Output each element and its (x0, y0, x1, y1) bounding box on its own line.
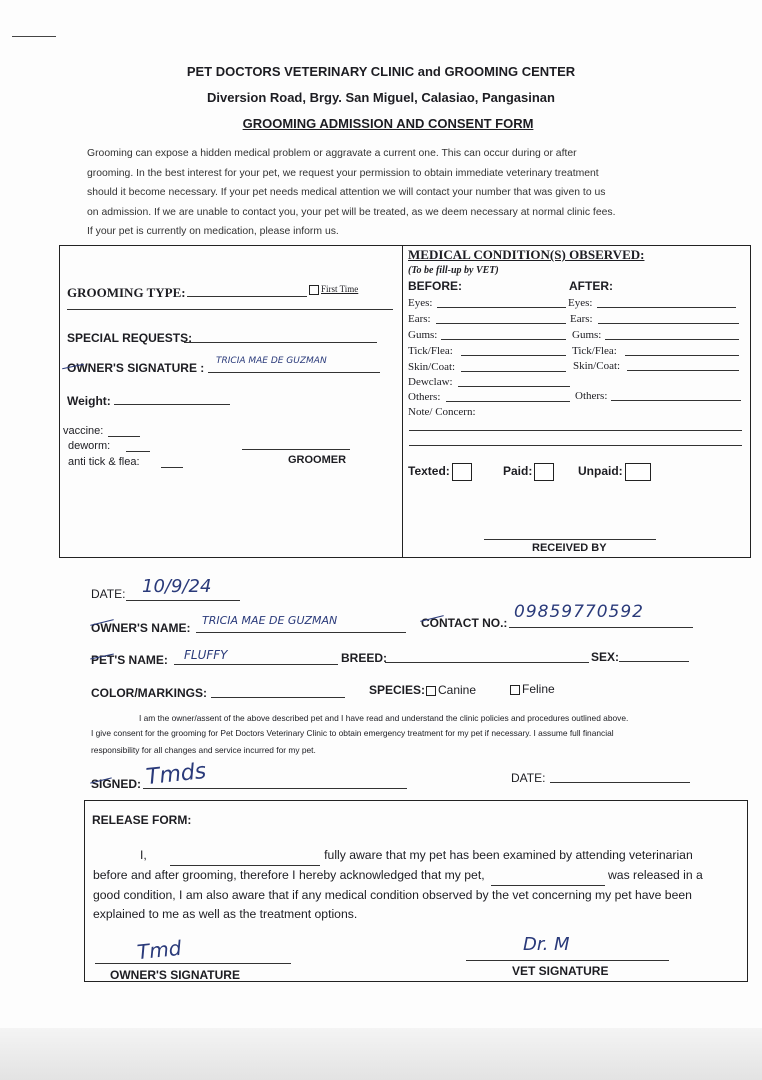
groomer-label: GROOMER (288, 454, 347, 466)
release-text-1: fully aware that my pet has been examined by attending veterinarian (324, 848, 693, 862)
weight-field[interactable] (114, 404, 230, 405)
paid-option[interactable] (503, 463, 554, 481)
consent-line-3: responsibility for all changes and service incurred for my pet. (91, 745, 316, 755)
clinic-name: PET DOCTORS VETERINARY CLINIC and GROOMING CENTER (186, 64, 576, 79)
after-tickflea-label: Tick/Flea: (572, 345, 617, 357)
clinic-address: Diversion Road, Brgy. San Miguel, Calasiao, Pangasinan (207, 90, 555, 105)
date-field[interactable] (126, 600, 240, 601)
sex-field[interactable] (619, 661, 689, 662)
pet-name-field[interactable] (174, 664, 338, 665)
groomer-signature-line[interactable] (242, 449, 350, 450)
after-gums-label: Gums: (572, 329, 602, 341)
form-title: GROOMING ADMISSION AND CONSENT FORM (242, 116, 534, 131)
grooming-type-field-line2[interactable] (67, 309, 393, 310)
owner-name-value: TRICIA MAE DE GUZMAN (202, 614, 338, 627)
date-value: 10/9/24 (142, 576, 212, 597)
release-title: RELEASE FORM: (92, 813, 192, 827)
canine-label: Canine (438, 683, 477, 697)
owner-signature-label: OWNER'S SIGNATURE : (67, 361, 205, 375)
after-ears-field[interactable] (598, 323, 739, 324)
first-time-option[interactable] (309, 284, 358, 295)
after-gums-field[interactable] (605, 339, 739, 340)
consent-date-field[interactable] (550, 782, 690, 783)
before-eyes-field[interactable] (437, 307, 566, 308)
pet-name-label: PET'S NAME: (91, 653, 168, 667)
release-text-3: good condition, I am also aware that if any medical condition observed by the vet concerning my pet have been (93, 888, 692, 902)
after-eyes-label: Eyes: (568, 297, 593, 309)
before-tickflea-label: Tick/Flea: (408, 345, 453, 357)
received-by-line[interactable] (484, 539, 656, 540)
before-eyes-label: Eyes: (408, 297, 433, 309)
release-owner-signature-label: OWNER'S SIGNATURE (110, 968, 240, 982)
feline-checkbox[interactable] (510, 685, 520, 695)
special-requests-label: SPECIAL REQUESTS: (67, 331, 193, 345)
signed-field[interactable] (143, 788, 407, 789)
before-ears-field[interactable] (436, 323, 566, 324)
after-eyes-field[interactable] (597, 307, 736, 308)
note-concern-field-2[interactable] (409, 445, 742, 446)
contact-label: CONTACT NO.: (421, 616, 508, 630)
release-text-2b: was released in a (607, 868, 703, 882)
release-owner-signature-line[interactable] (95, 963, 291, 964)
signed-value: Tmds (144, 758, 208, 791)
canine-option[interactable] (426, 683, 476, 697)
color-label: COLOR/MARKINGS: (91, 686, 207, 700)
texted-label: Texted: (408, 464, 450, 479)
release-text-2a: before and after grooming, therefore I hereby acknowledged that my pet, (93, 868, 485, 882)
date-label: DATE: (91, 587, 126, 601)
consent-line-1: I am the owner/assent of the above described pet and I have read and understand the clinic policies and procedures outlined above. (139, 713, 629, 723)
antitick-field[interactable] (161, 467, 183, 468)
after-skincoat-label: Skin/Coat: (573, 360, 621, 372)
intro-line: Grooming can expose a hidden medical problem or aggravate a current one. This can occur during or after (87, 148, 577, 159)
unpaid-checkbox[interactable] (625, 463, 651, 481)
consent-line-2: I give consent for the grooming for Pet Doctors Veterinary Clinic to obtain emergency treatment for my pet if necessary. I assume full financial (91, 728, 614, 738)
owner-name-field[interactable] (196, 632, 406, 633)
after-others-field[interactable] (611, 400, 741, 401)
intro-line: grooming. In the best interest for your pet, we request your permission to obtain immediate veterinary treatment (87, 167, 599, 179)
release-name-field[interactable] (170, 846, 320, 866)
vaccine-field[interactable] (108, 436, 140, 437)
before-others-label: Others: (408, 391, 441, 403)
release-text-4: explained to me as well as the treatment options. (93, 907, 358, 921)
before-gums-field[interactable] (441, 339, 566, 340)
medical-title: MEDICAL CONDITION(S) OBSERVED: (408, 247, 645, 262)
after-others-label: Others: (575, 390, 608, 402)
release-pet-field[interactable] (491, 866, 605, 886)
special-requests-field[interactable] (184, 342, 377, 343)
after-tickflea-field[interactable] (625, 355, 739, 356)
feline-option[interactable] (510, 682, 555, 696)
first-time-label: First Time (321, 284, 359, 294)
owner-signature-value: TRICIA MAE DE GUZMAN (216, 356, 327, 366)
release-line-2 (93, 866, 743, 886)
box-divider (402, 246, 403, 558)
before-label: BEFORE: (408, 279, 462, 293)
texted-option[interactable] (408, 463, 472, 481)
deworm-field[interactable] (126, 451, 150, 452)
intro-paragraph (87, 144, 697, 242)
weight-label: Weight: (67, 394, 111, 408)
release-line-1 (93, 846, 743, 866)
scan-edge-mark (12, 36, 56, 37)
color-field[interactable] (211, 697, 345, 698)
feline-label: Feline (522, 682, 555, 696)
contact-field[interactable] (509, 627, 693, 628)
after-label: AFTER: (569, 279, 613, 293)
release-owner-signature-value: Tmd (135, 935, 183, 965)
canine-checkbox[interactable] (426, 686, 436, 696)
deworm-label: deworm: (68, 440, 111, 452)
after-ears-label: Ears: (570, 313, 593, 325)
release-vet-signature-line[interactable] (466, 960, 669, 961)
intro-line: If your pet is currently on medication, please inform us. (87, 226, 339, 237)
sex-label: SEX: (591, 650, 620, 664)
received-by-label: RECEIVED BY (532, 542, 607, 554)
first-time-checkbox[interactable] (309, 285, 319, 295)
unpaid-option[interactable] (578, 463, 651, 481)
medical-subtitle: (To be fill-up by VET) (408, 265, 499, 276)
breed-label: BREED: (341, 651, 388, 665)
owner-name-label: OWNER'S NAME: (91, 621, 191, 635)
before-dewclaw-field[interactable] (458, 386, 570, 387)
before-skincoat-label: Skin/Coat: (408, 361, 456, 373)
before-tickflea-field[interactable] (461, 355, 566, 356)
release-paragraph (93, 846, 743, 924)
consent-date-label: DATE: (511, 771, 546, 785)
pet-name-value: FLUFFY (184, 648, 228, 662)
owner-signature-field[interactable] (208, 372, 380, 373)
before-skincoat-field[interactable] (461, 371, 566, 372)
antitick-label: anti tick & flea: (68, 456, 140, 468)
before-ears-label: Ears: (408, 313, 431, 325)
after-skincoat-field[interactable] (627, 370, 739, 371)
vaccine-label: vaccine: (63, 425, 104, 437)
release-i: I, (140, 848, 147, 862)
grooming-type-field[interactable] (187, 296, 307, 297)
release-vet-signature-value: Dr. M (523, 934, 570, 955)
paid-label: Paid: (503, 464, 533, 479)
scan-bottom-shadow (0, 1028, 762, 1080)
note-concern-field[interactable] (409, 430, 742, 431)
before-dewclaw-label: Dewclaw: (408, 376, 453, 388)
breed-field[interactable] (385, 662, 589, 663)
before-others-field[interactable] (446, 401, 570, 402)
species-label: SPECIES: (369, 683, 426, 697)
unpaid-label: Unpaid: (578, 464, 623, 479)
intro-line: should it become necessary. If your pet needs medical attention we will contact your number that was given to us (87, 187, 606, 198)
paid-checkbox[interactable] (534, 463, 554, 481)
signed-label: SIGNED: (91, 777, 142, 791)
note-concern-label: Note/ Concern: (408, 406, 476, 418)
intro-line: on admission. If we are unable to contact you, your pet will be treated, as we deem necessary at normal clinic fees. (87, 206, 616, 218)
texted-checkbox[interactable] (452, 463, 472, 481)
before-gums-label: Gums: (408, 329, 438, 341)
contact-value: 09859770592 (514, 602, 644, 622)
grooming-type-label: GROOMING TYPE: (67, 285, 186, 300)
release-vet-signature-label: VET SIGNATURE (512, 964, 609, 978)
